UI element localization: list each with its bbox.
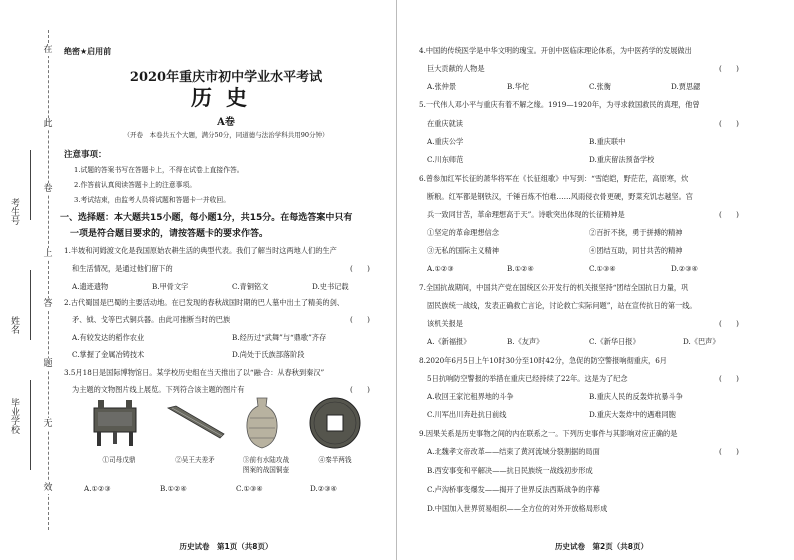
- q7-stem-cont2: 该机关报是: [427, 319, 463, 328]
- q5-stem-cont: 在重庆就读: [427, 119, 463, 128]
- q3-stem: 3.5月18日是国际博物馆日。某学校历史组在当天推出了以“融·合：从春秋到秦汉”: [64, 368, 325, 377]
- q3-answer-bracket: ( ): [350, 385, 370, 394]
- q5-stem: 5.一代伟人邓小平与重庆有着不解之缘。1919—1920年，为寻求救国救民的真理，他曾: [419, 100, 700, 109]
- q7-stem-cont: 固民族统一战线，发表正确救亡言论，讨论救亡实际问题”，站在宣传抗日的第一线。: [427, 301, 697, 310]
- seal-char: 卷: [43, 184, 53, 194]
- q2-option-c[interactable]: C.掌握了金属冶铸技术: [72, 350, 145, 359]
- school-label: [9, 398, 23, 434]
- q6-option-d[interactable]: D.②③④: [671, 264, 699, 273]
- q3-option-a[interactable]: A.①②③: [84, 484, 111, 493]
- q6-option-b[interactable]: B.①②④: [507, 264, 534, 273]
- q4-stem-cont: 巨大贡献的人物是: [427, 64, 485, 73]
- q8-option-d[interactable]: D.重庆大轰炸中的遇难同胞: [589, 410, 676, 419]
- q5-option-d[interactable]: D.重庆留法预备学校: [589, 155, 655, 164]
- q8-stem-cont: 5日抗响防空警报的举措在重庆已经持续了22年。这是为了纪念: [427, 374, 628, 383]
- q5-option-a[interactable]: A.重庆公学: [427, 137, 464, 146]
- q6-option-a[interactable]: A.①②③: [427, 264, 454, 273]
- q7-answer-bracket[interactable]: ( ): [719, 319, 739, 328]
- bronze-pot-image: [242, 396, 282, 450]
- q7-option-b[interactable]: B.《友声》: [507, 337, 544, 346]
- q2-stem-cont: 矛、钺、戈等巴式铜兵器。由此可推断当时的巴族: [72, 315, 231, 324]
- q3-caption-2: ②吴王夫差矛: [175, 456, 215, 464]
- seal-char: 效: [43, 483, 53, 493]
- q6-option-c[interactable]: C.①③④: [589, 264, 616, 273]
- q4-option-a[interactable]: A.张仲景: [427, 82, 457, 91]
- q1-option-a[interactable]: A.遗迹遗物: [72, 282, 109, 291]
- q8-stem: 8.2020年6月5日上午10时30分至10时42分，急促的防空警报响彻重庆，6月: [419, 356, 667, 365]
- q4-option-b[interactable]: B.华佗: [507, 82, 529, 91]
- name-label: [9, 316, 23, 334]
- q8-option-b[interactable]: B.重庆人民的反轰炸抗暴斗争: [589, 392, 683, 401]
- paper-label: A卷: [217, 117, 235, 128]
- q8-answer-bracket[interactable]: ( ): [719, 374, 739, 383]
- seal-dashed-line: [48, 30, 49, 530]
- ding-vessel-image: [86, 398, 144, 448]
- q2-option-a[interactable]: A.有较发达的稻作农业: [72, 333, 145, 342]
- section1-heading-cont: 一项是符合题目要求的，请按答题卡的要求作答。: [70, 229, 269, 239]
- q1-stem: 1.半坡和河姆渡文化是我国原始农耕生活的典型代表。我们了解当时这两地人们的生产: [64, 246, 337, 255]
- q3-caption-4: ④秦半两钱: [318, 456, 352, 464]
- q6-stem-cont: 断粮。红军都是钢铁汉，千锤百炼不怕难……风雨侵衣骨更硬，野菜充饥志越坚。官: [427, 192, 693, 201]
- q7-option-a[interactable]: A.《新福报》: [427, 337, 471, 346]
- exam-title: 2020年重庆市初中学业水平考试: [129, 70, 323, 85]
- q3-option-b[interactable]: B.①②④: [160, 484, 187, 493]
- q2-answer-bracket[interactable]: ( ): [350, 315, 370, 324]
- right-page: [397, 0, 794, 560]
- q5-option-c[interactable]: C.川东师范: [427, 155, 464, 164]
- q4-answer-bracket[interactable]: ( ): [719, 64, 739, 73]
- q9-answer-bracket[interactable]: ( ): [719, 447, 739, 456]
- q3-stem-cont: 为主题的文物图片线上展览。下列符合该主题的图片有: [72, 385, 245, 394]
- q9-option-c[interactable]: C.卢沟桥事变爆发——揭开了世界反法西斯战争的序幕: [427, 485, 600, 494]
- seal-char: 题: [43, 359, 53, 369]
- q9-option-d[interactable]: D.中国加入世界贸易组织——全方位的对外开放格局形成: [427, 504, 608, 513]
- q6-statement-3: ③无私的国际主义精神: [427, 246, 499, 255]
- secret-mark: 绝密★启用前: [64, 47, 112, 56]
- seal-char: 上: [43, 249, 53, 259]
- q3-caption-1: ①司母戊鼎: [102, 456, 136, 464]
- banliang-coin-image: [308, 396, 362, 450]
- q2-option-d[interactable]: D.尚处于氏族部落阶段: [232, 350, 305, 359]
- q5-option-b[interactable]: B.重庆联中: [589, 137, 626, 146]
- seal-char: 答: [43, 299, 53, 309]
- q6-stem: 6.曾参加红军长征的萧华将军在《长征组歌》中写到：“雪皑皑，野茫茫，高原寒，炊: [419, 174, 689, 183]
- q1-answer-bracket[interactable]: ( ): [350, 264, 370, 273]
- vertical-label-text: 考生号: [9, 198, 19, 225]
- q7-stem: 7.全国抗战期间，中国共产党在国统区公开发行的机关报坚持“团结全国抗日力量，巩: [419, 283, 689, 292]
- notice-item: 2.作答前认真阅读答题卡上的注意事项。: [74, 181, 197, 189]
- q2-stem: 2.古代蜀国是巴蜀的主要活动地。在已发现的春秋战国时期的巴人墓中出土了精美的剑、: [64, 298, 344, 307]
- q1-stem-cont: 和生活情况，是通过他们留下的: [72, 264, 173, 273]
- name-field[interactable]: [30, 270, 31, 340]
- section1-heading: 一、选择题：本大题共15小题，每小题1分，共15分。在每选答案中只有: [60, 213, 353, 223]
- q7-option-d[interactable]: D.《巴声》: [683, 337, 720, 346]
- q3-option-c[interactable]: C.①③④: [236, 484, 263, 493]
- q8-option-c[interactable]: C.川军出川奔赴抗日前线: [427, 410, 507, 419]
- binding-strip: [0, 0, 58, 560]
- q9-stem: 9.因果关系是历史事物之间的内在联系之一。下列历史事件与其影响对应正确的是: [419, 429, 678, 438]
- q3-option-d[interactable]: D.②③④: [310, 484, 338, 493]
- q6-stem-cont2: 兵一致同甘苦，革命理想高于天”。诗歌突出体现的长征精神是: [427, 210, 625, 219]
- q7-option-c[interactable]: C.《新华日报》: [589, 337, 640, 346]
- notice-item: 3.考试结束，由监考人员将试题和答题卡一并收回。: [74, 196, 231, 204]
- q6-answer-bracket[interactable]: ( ): [719, 210, 739, 219]
- notice-title: 注意事项：: [64, 150, 107, 160]
- q8-option-a[interactable]: A.收回王家沱租界地的斗争: [427, 392, 514, 401]
- q2-option-b[interactable]: B.经历过“武舞”与“鼎歌”齐存: [232, 333, 327, 342]
- right-page-footer: 历史试卷 第2页（共8页）: [555, 542, 648, 551]
- q4-option-d[interactable]: D.贾思勰: [671, 82, 701, 91]
- exam-number-label: [9, 198, 23, 225]
- subject-title: 历史: [191, 85, 261, 110]
- q9-option-b[interactable]: B.西安事变和平解决——抗日民族统一战线初步形成: [427, 466, 593, 475]
- q5-answer-bracket[interactable]: ( ): [719, 119, 739, 128]
- q1-option-d[interactable]: D.史书记载: [312, 282, 349, 291]
- exam-info: （开卷 本卷共五个大题，满分50分，同道德与法治学科共用90分钟）: [123, 131, 329, 139]
- q6-statement-1: ①坚定的革命理想信念: [427, 228, 499, 237]
- vertical-label-text: 姓名: [9, 316, 19, 334]
- q1-option-c[interactable]: C.青铜铭文: [232, 282, 269, 291]
- vertical-label-text: 毕业学校: [9, 398, 19, 434]
- q3-caption-3: ③前有水陆攻战 图案的战国铜壶: [242, 456, 290, 474]
- seal-char: 在: [43, 45, 53, 55]
- left-page-footer: 历史试卷 第1页（共8页）: [179, 542, 273, 551]
- q9-option-a[interactable]: A.北魏孝文帝改革——结束了黄河流域分裂割据的局面: [427, 447, 600, 456]
- q6-statement-4: ④团结互助，同甘共苦的精神: [589, 246, 683, 255]
- q6-statement-2: ②百折不挠，勇于拼搏的精神: [589, 228, 683, 237]
- spear-image: [164, 402, 228, 442]
- exam-number-field[interactable]: [30, 150, 31, 220]
- notice-item: 1.试题的答案书写在答题卡上，不得在试卷上直接作答。: [74, 166, 244, 174]
- q1-option-b[interactable]: B.甲骨文字: [152, 282, 189, 291]
- seal-char: 无: [43, 419, 53, 429]
- seal-char: 此: [43, 119, 53, 129]
- q4-stem: 4.中国的传统医学是中华文明的瑰宝。开创中医临床理论体系，为中医药学的发展做出: [419, 46, 692, 55]
- school-field[interactable]: [30, 380, 31, 470]
- q4-option-c[interactable]: C.张衡: [589, 82, 611, 91]
